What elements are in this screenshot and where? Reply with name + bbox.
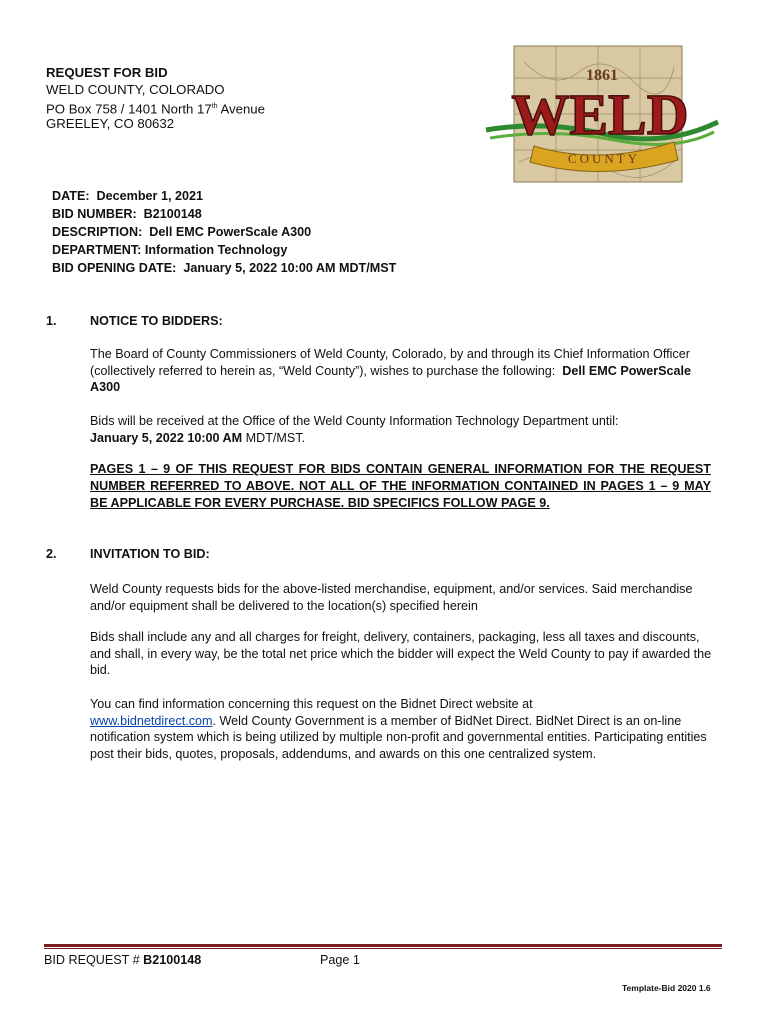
section-1-title: NOTICE TO BIDDERS: [90,314,223,328]
footer-rule [44,944,722,947]
section-1-paragraph-1: The Board of County Commissioners of Weld County, Colorado, by and through its Chief Information Officer (collectively referred to herein as, “Weld County”), wishes to purchase the following: Dell EMC PowerScale A300 [90,347,692,395]
weld-county-logo [484,42,720,186]
logo-year: 1861 [586,67,618,84]
section-2-paragraph-2: Bids shall include any and all charges for freight, delivery, containers, packaging, less all taxes and discounts, and shall, in every way, be the total net price which the bidder will expect the Weld County to pay if awarded the bid. [90,630,712,678]
section-2-paragraph-3: You can find information concerning this request on the Bidnet Direct website at www.bidnetdirect.com. Weld County Government is a member of BidNet Direct. BidNet Direct is an on-line notification system which is being utilized by multiple non-profit and governmental entities. Participating entities post their bids, quotes, proposals, addendums, and awards on this one centralized system. [90,697,707,761]
meta-date: DATE: December 1, 2021 [52,189,203,203]
section-2-title: INVITATION TO BID: [90,547,210,561]
doc-title: REQUEST FOR BID [46,65,168,80]
footer-page-number: Page 1 [320,953,360,967]
footer-bid-request: BID REQUEST # B2100148 [44,953,202,967]
address-prefix: PO Box 758 / 1401 North 17 [46,101,212,117]
address-sup: th [211,103,218,110]
city-line: GREELEY, CO 80632 [46,116,175,131]
footer-template-id: Template-Bid 2020 1.6 [622,983,711,993]
meta-description: DESCRIPTION: Dell EMC PowerScale A300 [52,225,312,239]
section-2-paragraph-1: Weld County requests bids for the above-listed merchandise, equipment, and/or services. Said merchandise and/or equipment shall be delivered to the location(s) specified herein [90,582,693,613]
org-name: WELD COUNTY, COLORADO [46,82,225,97]
bidnet-link[interactable]: www.bidnetdirect.com [90,713,213,728]
meta-opening-date: BID OPENING DATE: January 5, 2022 10:00 AM MDT/MST [52,261,397,275]
section-1-notice: PAGES 1 – 9 OF THIS REQUEST FOR BIDS CONTAIN GENERAL INFORMATION FOR THE REQUEST NUMBER REFERRED TO ABOVE. NOT ALL OF THE INFORMATION CONTAINED IN PAGES 1 – 9 MAY BE APPLICABLE FOR EVERY PURCHASE. BID SPECIFICS FOLLOW PAGE 9. [90,462,711,510]
logo-subword: COUNTY [567,151,641,166]
meta-bid-number: BID NUMBER: B2100148 [52,207,202,221]
address-suffix: Avenue [217,101,265,117]
section-1-number: 1. [46,314,57,328]
section-2-number: 2. [46,547,57,561]
section-1-paragraph-2: Bids will be received at the Office of the Weld County Information Technology Department until: January 5, 2022 10:00 AM MDT/MST. [90,414,619,445]
footer-rule-thin [44,948,722,949]
logo-word: WELD [511,82,689,147]
meta-department: DEPARTMENT: Information Technology [52,243,288,257]
